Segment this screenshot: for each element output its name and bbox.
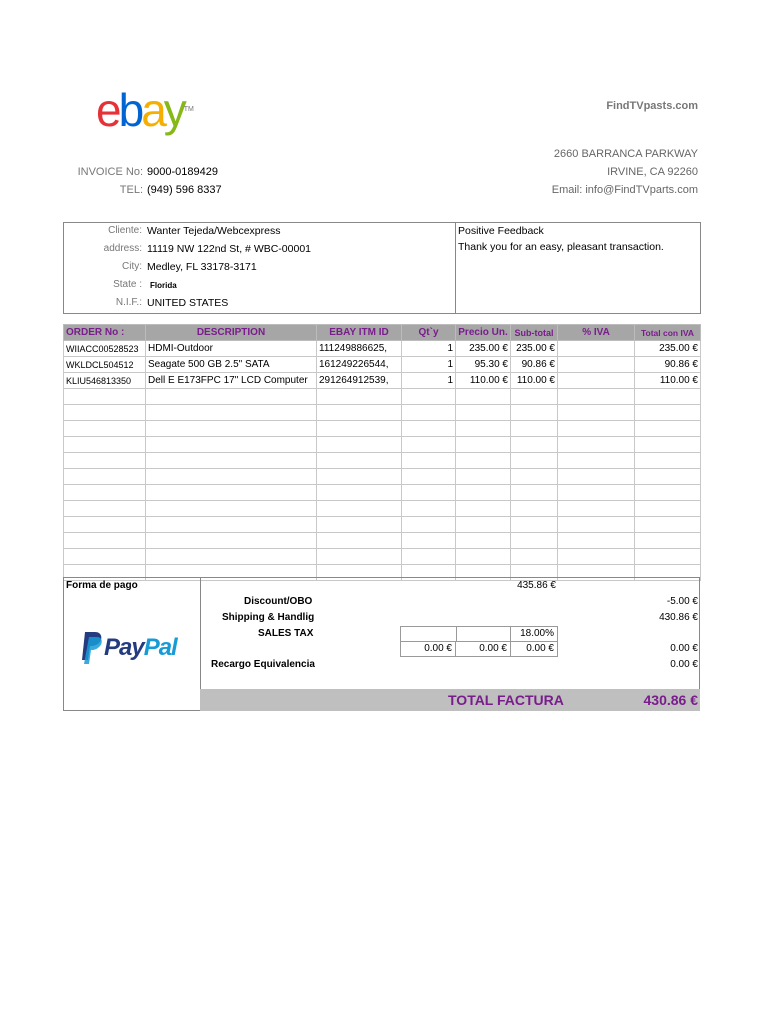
empty-cell [511,453,558,469]
empty-table-row [64,485,701,501]
recargo-value: 0.00 € [670,659,698,670]
empty-cell [635,533,701,549]
empty-cell [146,485,317,501]
empty-cell [558,469,635,485]
empty-cell [402,421,456,437]
empty-cell [146,437,317,453]
cell-ebay-item-id: 291264912539, [317,373,402,389]
table-row [64,341,701,357]
empty-cell [317,517,402,533]
sales-tax-label: SALES TAX [258,628,314,639]
cell-description: HDMI-Outdoor [146,341,317,357]
payment-label: Forma de pago [66,580,138,591]
empty-cell [402,389,456,405]
empty-cell [64,469,146,485]
nif-value: UNITED STATES [147,297,229,309]
address-label: address: [103,243,142,254]
empty-cell [317,501,402,517]
empty-cell [317,549,402,565]
client-label: Cliente: [108,225,142,236]
empty-cell [64,421,146,437]
empty-cell [402,533,456,549]
empty-cell [146,501,317,517]
cell-unit-price: 95.30 € [456,357,511,373]
empty-table-row [64,453,701,469]
empty-cell [317,421,402,437]
col-description: DESCRIPTION [146,325,317,341]
tax-base-a: 0.00 € [400,641,456,657]
empty-table-row [64,533,701,549]
empty-cell [635,549,701,565]
empty-cell [635,453,701,469]
cell-subtotal: 90.86 € [511,357,558,373]
client-name: Wanter Tejeda/Webcexpress [147,225,281,237]
cell-iva [558,341,635,357]
empty-cell [558,517,635,533]
empty-cell [456,405,511,421]
cell-ebay-item-id: 111249886625, [317,341,402,357]
empty-cell [146,533,317,549]
empty-cell [456,437,511,453]
empty-cell [317,533,402,549]
empty-table-row [64,501,701,517]
empty-table-row [64,469,701,485]
empty-cell [402,501,456,517]
ebay-logo: ebay™ [96,84,194,136]
paypal-logo: PayPal [80,630,170,670]
empty-cell [64,437,146,453]
empty-cell [64,549,146,565]
empty-cell [64,501,146,517]
col-ebay-itm-id: EBAY ITM ID [317,325,402,341]
empty-table-row [64,517,701,533]
empty-cell [511,389,558,405]
cell-description: Dell E E173FPC 17" LCD Computer [146,373,317,389]
empty-cell [511,517,558,533]
empty-cell [558,389,635,405]
cell-quantity: 1 [402,341,456,357]
feedback-title: Positive Feedback [458,225,544,237]
seller-site: FindTVpasts.com [606,100,698,112]
empty-cell [456,517,511,533]
cell-total-with-iva: 235.00 € [635,341,701,357]
empty-cell [402,437,456,453]
table-row [64,373,701,389]
empty-cell [64,453,146,469]
state-value: Florida [150,281,177,290]
table-row [64,357,701,373]
nif-label: N.I.F.: [115,297,142,308]
cell-order-no: KLIU546813350 [64,373,146,389]
empty-cell [456,485,511,501]
cell-total-with-iva: 90.86 € [635,357,701,373]
address-value: 11119 NW 122nd St, # WBC-00001 [147,243,312,255]
empty-cell [511,501,558,517]
empty-cell [558,501,635,517]
empty-cell [511,549,558,565]
cell-subtotal: 110.00 € [511,373,558,389]
recargo-label: Recargo Equivalencia [211,659,315,670]
empty-cell [64,485,146,501]
empty-cell [64,533,146,549]
empty-cell [558,405,635,421]
col-iva: % IVA [558,325,635,341]
empty-cell [558,485,635,501]
empty-cell [317,389,402,405]
empty-cell [402,485,456,501]
empty-cell [635,405,701,421]
summary-subtotal: 435.86 € [517,580,556,591]
empty-cell [456,549,511,565]
cell-order-no: WIIACC00528523 [64,341,146,357]
cell-unit-price: 235.00 € [456,341,511,357]
empty-table-row [64,549,701,565]
empty-table-row [64,437,701,453]
col-order-no: ORDER No : [64,325,146,341]
seller-city: IRVINE, CA 92260 [607,166,698,178]
col-total-iva: Total con IVA [635,325,701,341]
total-value: 430.86 € [643,692,698,708]
seller-email: Email: info@FindTVparts.com [551,184,698,196]
empty-cell [558,533,635,549]
discount-label: Discount/OBO [244,596,313,607]
empty-cell [511,437,558,453]
feedback-text: Thank you for an easy, pleasant transaction. [458,241,664,253]
city-label: City: [122,261,142,272]
empty-cell [635,437,701,453]
col-qty: Qt`y [402,325,456,341]
cell-subtotal: 235.00 € [511,341,558,357]
seller-street: 2660 BARRANCA PARKWAY [553,148,698,160]
empty-cell [511,485,558,501]
empty-cell [146,389,317,405]
invoice-no: 9000-0189429 [147,166,218,178]
table-header-row [64,325,701,341]
empty-cell [558,453,635,469]
empty-cell [64,389,146,405]
empty-cell [146,549,317,565]
empty-cell [317,485,402,501]
cell-total-with-iva: 110.00 € [635,373,701,389]
empty-cell [317,437,402,453]
empty-cell [635,389,701,405]
col-subtotal: Sub-total [511,325,558,341]
empty-cell [402,469,456,485]
cell-ebay-item-id: 161249226544, [317,357,402,373]
empty-cell [146,469,317,485]
empty-cell [402,517,456,533]
empty-cell [146,421,317,437]
cell-iva [558,357,635,373]
tel-label: TEL: [119,184,143,196]
empty-table-row [64,389,701,405]
state-label: State : [113,279,142,290]
col-precio: Precio Un. [456,325,511,341]
cell-description: Seagate 500 GB 2.5" SATA [146,357,317,373]
empty-cell [402,453,456,469]
empty-cell [456,453,511,469]
empty-cell [317,405,402,421]
empty-cell [402,549,456,565]
empty-table-row [64,421,701,437]
empty-cell [635,421,701,437]
tax-rate: 18.00% [510,626,558,641]
empty-cell [456,469,511,485]
tax-base-c: 0.00 € [510,641,558,657]
empty-cell [64,405,146,421]
empty-cell [635,485,701,501]
shipping-value: 430.86 € [659,612,698,623]
empty-cell [635,469,701,485]
empty-cell [456,421,511,437]
empty-cell [635,517,701,533]
empty-cell [511,421,558,437]
items-table [63,324,701,581]
total-label: TOTAL FACTURA [448,692,564,708]
cell-iva [558,373,635,389]
empty-cell [146,453,317,469]
empty-cell [317,453,402,469]
invoice-no-label: INVOICE No: [77,166,143,178]
empty-cell [456,533,511,549]
tel-value: (949) 596 8337 [147,184,222,196]
empty-cell [558,421,635,437]
cell-order-no: WKLDCL504512 [64,357,146,373]
cell-quantity: 1 [402,373,456,389]
empty-cell [317,469,402,485]
empty-cell [456,389,511,405]
client-box [63,222,701,314]
paypal-p-icon [80,630,104,666]
tax-total: 0.00 € [670,643,698,654]
empty-cell [558,437,635,453]
cell-unit-price: 110.00 € [456,373,511,389]
empty-cell [402,405,456,421]
empty-cell [511,533,558,549]
city-value: Medley, FL 33178-3171 [147,261,257,273]
empty-cell [146,405,317,421]
tax-base-b: 0.00 € [455,641,511,657]
empty-cell [511,469,558,485]
empty-cell [558,549,635,565]
empty-cell [64,517,146,533]
empty-cell [635,501,701,517]
shipping-label: Shipping & Handlig [222,612,315,623]
empty-cell [146,517,317,533]
empty-table-row [64,405,701,421]
empty-cell [456,501,511,517]
empty-cell [511,405,558,421]
discount-value: -5.00 € [666,596,698,607]
cell-quantity: 1 [402,357,456,373]
